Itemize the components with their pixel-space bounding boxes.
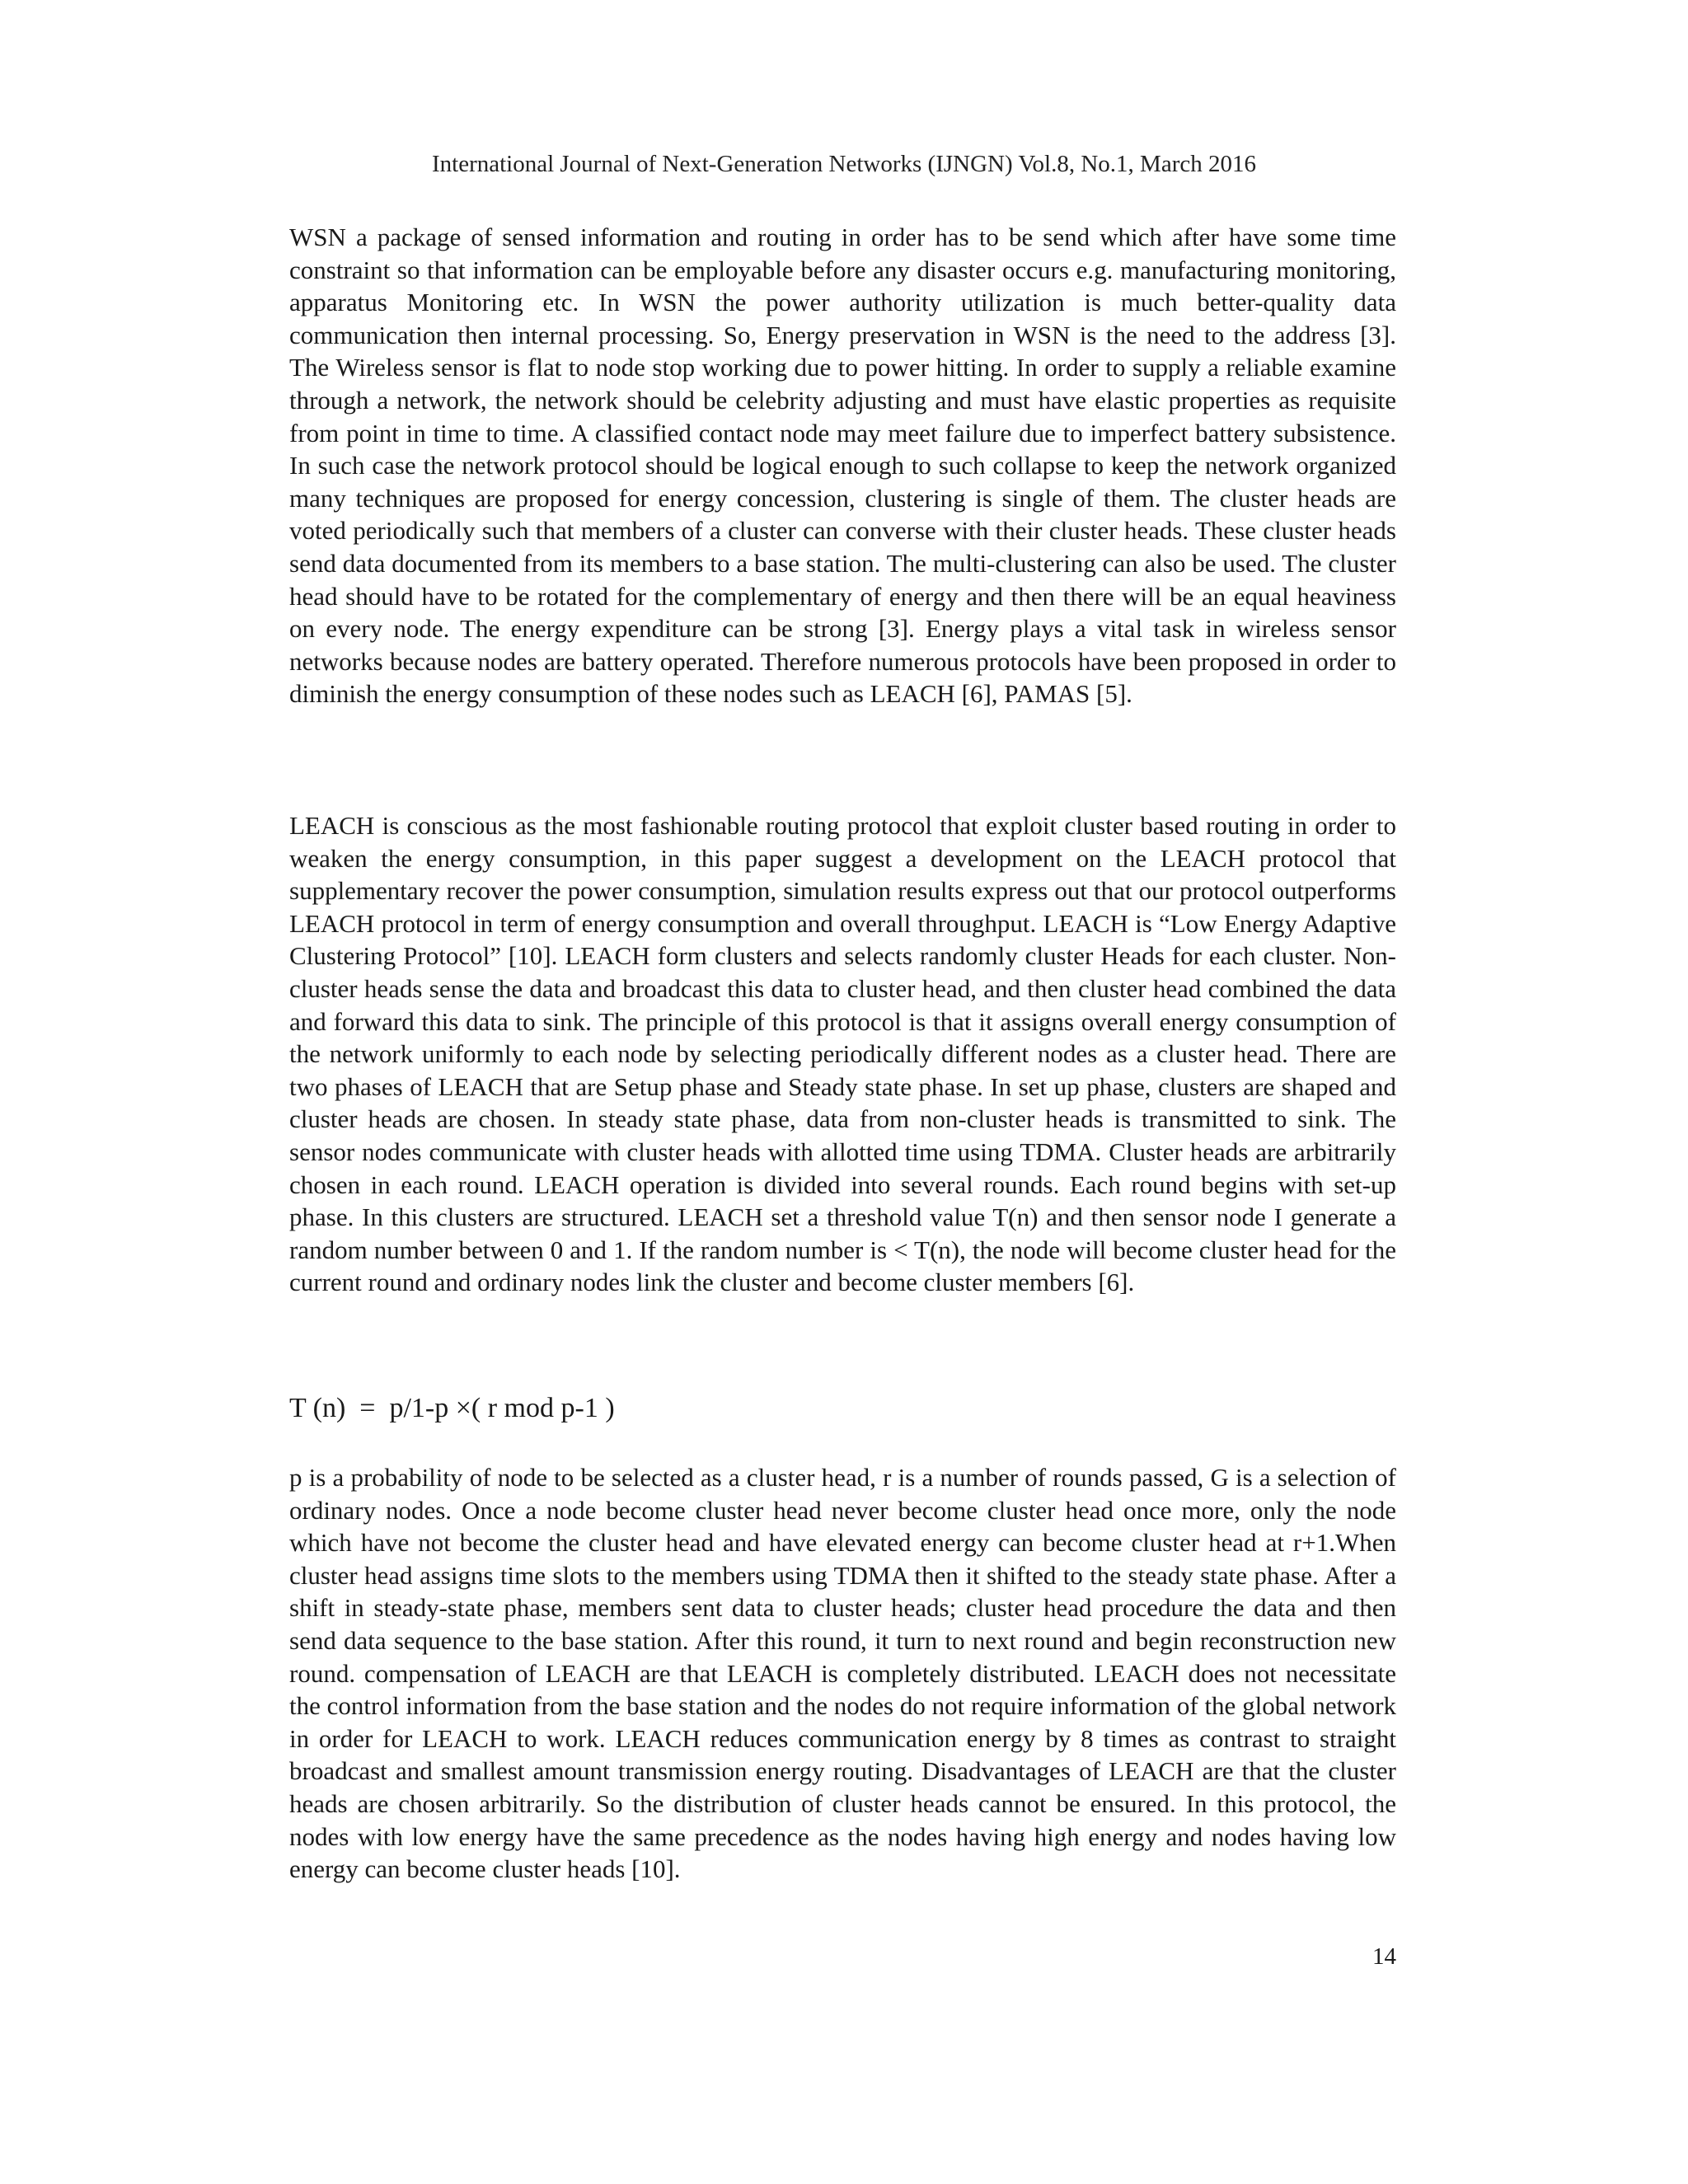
paragraph-leach-details: p is a probability of node to be selected as a cluster head, r is a number of rounds passed, G is a selection of ordinary nodes. Once a node become cluster head never become cluster head once more, only the node which have not become the cluster head and have elevated energy can become cluster head at r+1.When cluster head assigns time slots to the members using TDMA then it shifted to the steady state phase. After a shift in steady-state phase, members sent data to cluster heads; cluster head procedure the data and then send data sequence to the base station. After this round, it turn to next round and begin reconstruction new round. compensation of LEACH are that LEACH is completely distributed. LEACH does not necessitate the control information from the base station and the nodes do not require information of the global network in order for LEACH to work. LEACH reduces communication energy by 8 times as contrast to straight broadcast and smallest amount transmission energy routing. Disadvantages of LEACH are that the cluster heads are chosen arbitrarily. So the distribution of cluster heads cannot be ensured. In this protocol, the nodes with low energy have the same precedence as the nodes having high energy and nodes having low energy can become cluster heads [10]. [289,1463,1396,1884]
running-header: International Journal of Next-Generation Networks (IJNGN) Vol.8, No.1, March 2016 [431,151,1256,177]
paragraph-leach-overview: LEACH is conscious as the most fashionable routing protocol that exploit cluster based routing in order to weaken the energy consumption, in this paper suggest a development on the LEACH protocol that supplementary recover the power consumption, simulation results express out that our protocol outperforms LEACH protocol in term of energy consumption and overall throughput. LEACH is “Low Energy Adaptive Clustering Protocol” [10]. LEACH form clusters and selects randomly cluster Heads for each cluster. Non- cluster heads sense the data and broadcast this data to cluster head, and then cluster head combined the data and forward this data to sink. The principle of this protocol is that it assigns overall energy consumption of the network uniformly to each node by selecting periodically different nodes as a cluster head. There are two phases of LEACH that are Setup phase and Steady state phase. In set up phase, clusters are shaped and cluster heads are chosen. In steady state phase, data from non-cluster heads is transmitted to sink. The sensor nodes communicate with cluster heads with allotted time using TDMA. Cluster heads are arbitrarily chosen in each round. LEACH operation is divided into several rounds. Each round begins with set-up phase. In this clusters are structured. LEACH set a threshold value T(n) and then sensor node I generate a random number between 0 and 1. If the random number is < T(n), the node will become cluster head for the current round and ordinary nodes link the cluster and become cluster members [6]. [289,811,1396,1297]
page-number: 14 [1372,1943,1396,1970]
threshold-formula: T (n) = p/1-p ×( r mod p-1 ) [289,1393,615,1423]
paragraph-wsn-energy: WSN a package of sensed information and routing in order has to be send which after have some time constraint so that information can be employable before any disaster occurs e.g. manufacturing monitoring, apparatus Monitoring etc. In WSN the power authority utilization is much better-quality data communication then internal processing. So, Energy preservation in WSN is the need to the address [3]. The Wireless sensor is flat to node stop working due to power hitting. In order to supply a reliable examine through a network, the network should be celebrity adjusting and must have elastic properties as requisite from point in time to time. A classified contact node may meet failure due to imperfect battery subsistence. In such case the network protocol should be logical enough to such collapse to keep the network organized many techniques are proposed for energy concession, clustering is single of them. The cluster heads are voted periodically such that members of a cluster can converse with their cluster heads. These cluster heads send data documented from its members to a base station. The multi-clustering can also be used. The cluster head should have to be rotated for the complementary of energy and then there will be an equal heaviness on every node. The energy expenditure can be strong [3]. Energy plays a vital task in wireless sensor networks because nodes are battery operated. Therefore numerous protocols have been proposed in order to diminish the energy consumption of these nodes such as LEACH [6], PAMAS [5]. [289,223,1396,709]
